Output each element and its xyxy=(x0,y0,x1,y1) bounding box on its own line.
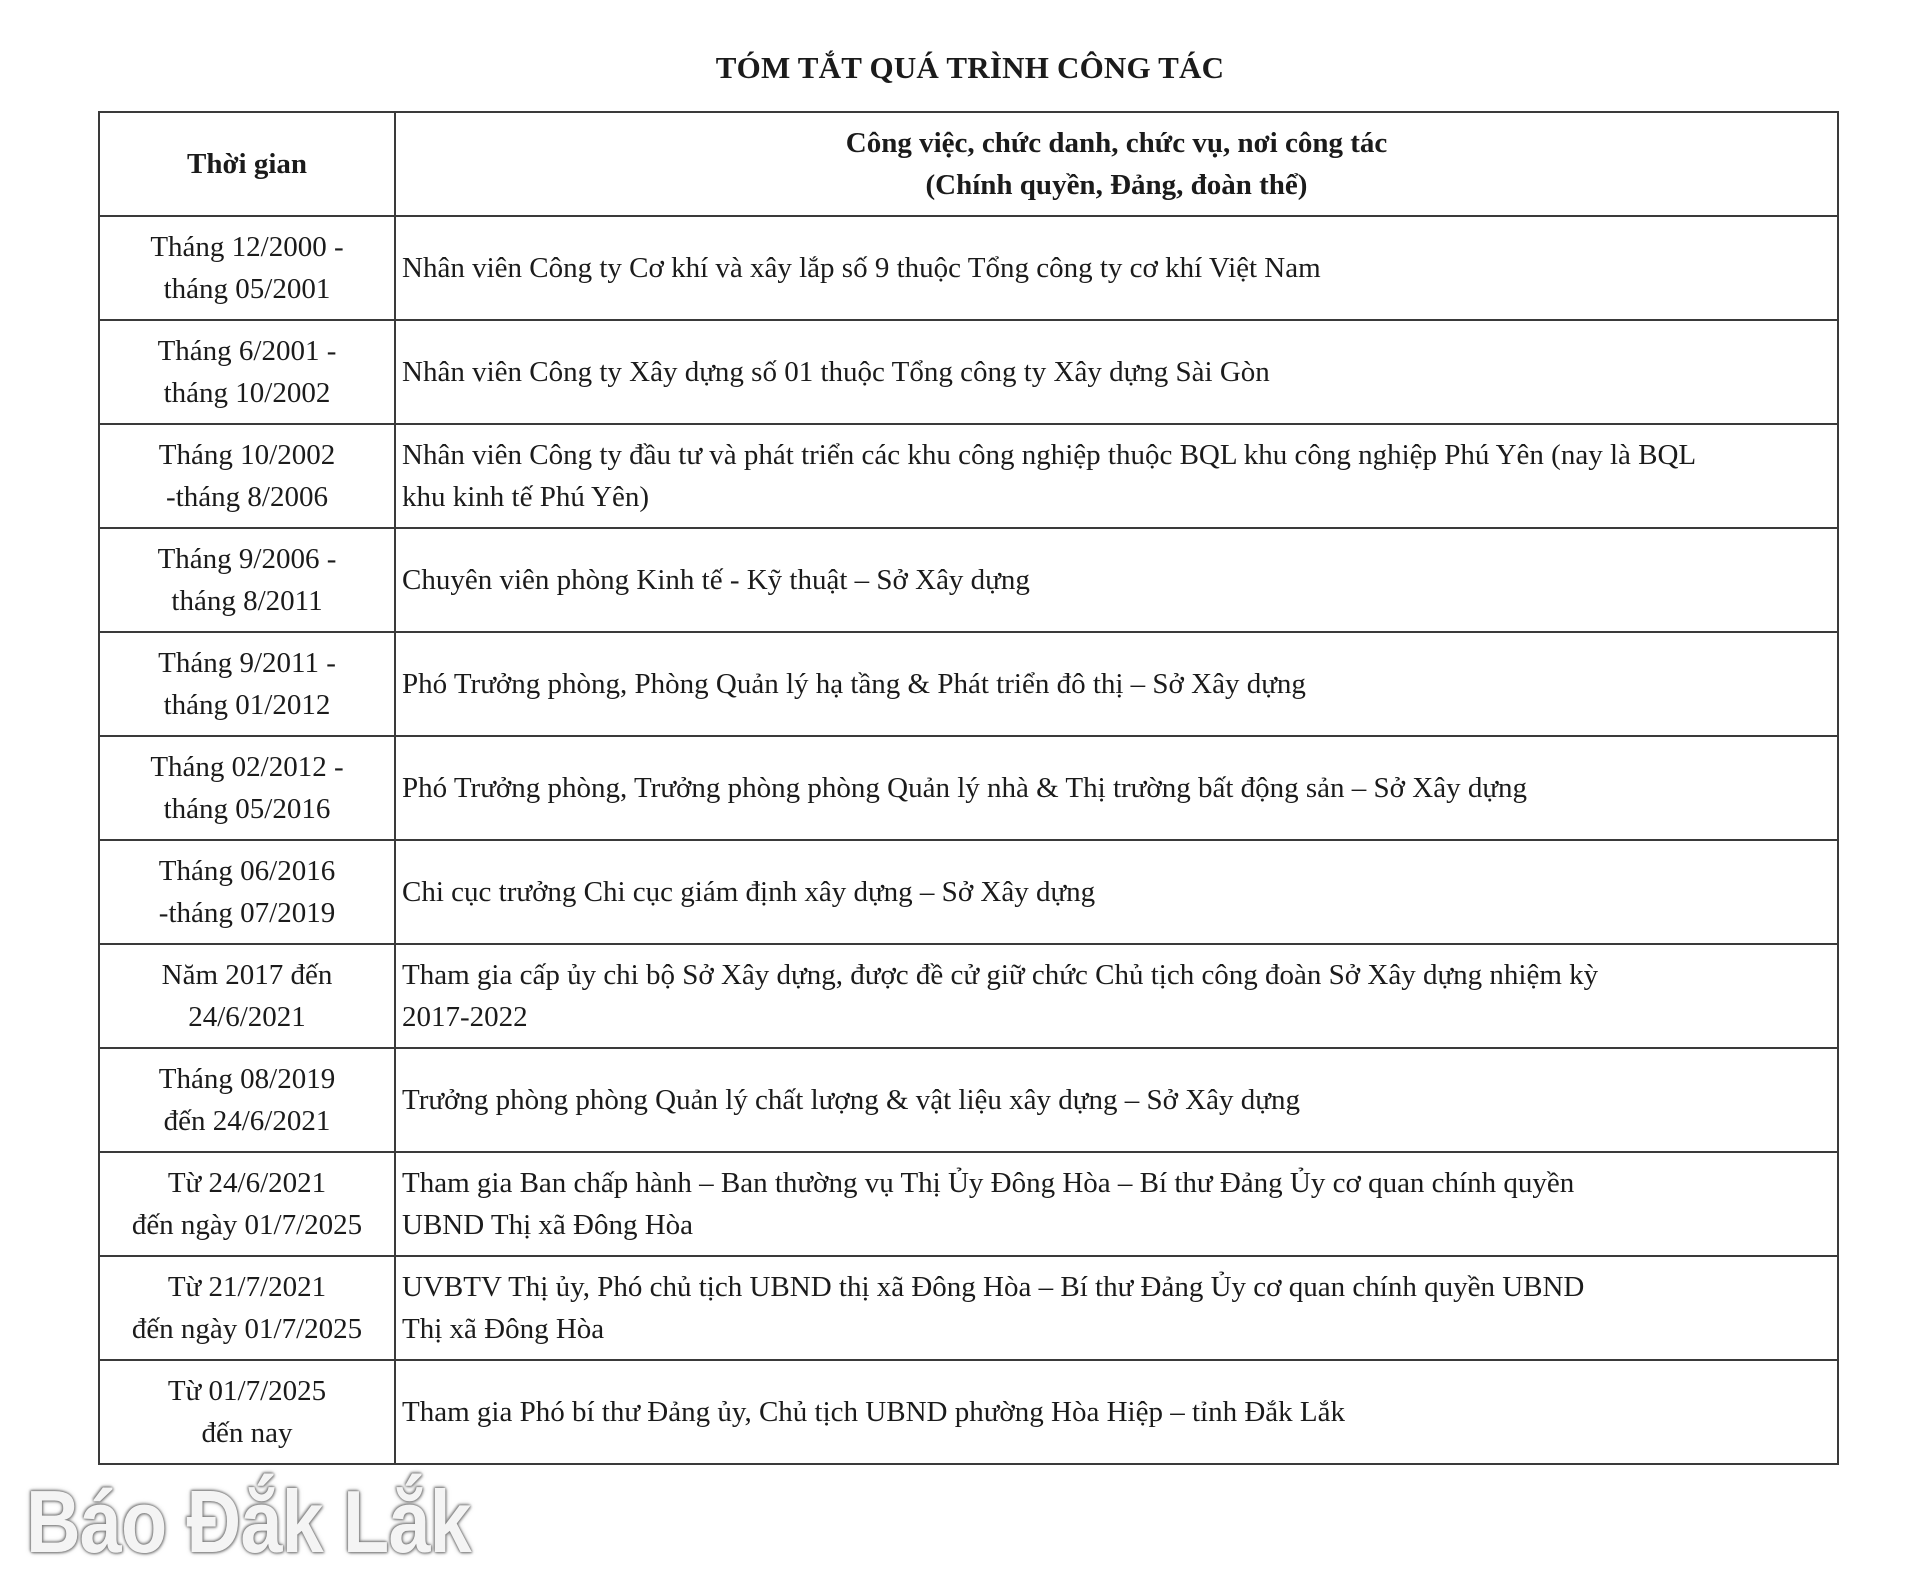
table-row xyxy=(99,736,1838,840)
time-text: Tháng 9/2011 - xyxy=(158,647,336,679)
work-text: UBND Thị xã Đông Hòa xyxy=(402,1209,694,1241)
time-text: -tháng 07/2019 xyxy=(158,897,336,929)
time-text: 24/6/2021 xyxy=(188,1001,306,1033)
work-text: Tham gia cấp ủy chi bộ Sở Xây dựng, được đề cử giữ chức Chủ tịch công đoàn Sở Xây dựng nhiệm kỳ xyxy=(402,959,1599,991)
header-work-sublabel: (Chính quyền, Đảng, đoàn thể) xyxy=(925,169,1308,201)
watermark-logo: Báo Đắk Lắk xyxy=(26,1472,471,1571)
work-cell xyxy=(395,840,1838,944)
time-text: Từ 24/6/2021 xyxy=(167,1167,327,1199)
work-cell xyxy=(395,1360,1838,1464)
table-header-row xyxy=(99,112,1838,216)
time-text: Từ 21/7/2021 xyxy=(167,1271,327,1303)
table-row xyxy=(99,1048,1838,1152)
time-text: tháng 10/2002 xyxy=(163,377,331,409)
career-summary-table xyxy=(98,111,1839,1465)
table-row xyxy=(99,216,1838,320)
work-text: Phó Trưởng phòng, Phòng Quản lý hạ tầng & Phát triển đô thị – Sở Xây dựng xyxy=(402,668,1306,700)
table-row xyxy=(99,1360,1838,1464)
table-row xyxy=(99,632,1838,736)
work-text: Nhân viên Công ty đầu tư và phát triển các khu công nghiệp thuộc BQL khu công nghiệp Phú Yên (nay là BQL xyxy=(402,439,1697,471)
header-time xyxy=(99,112,395,216)
table-row xyxy=(99,944,1838,1048)
time-cell xyxy=(99,1048,395,1152)
work-cell xyxy=(395,1152,1838,1256)
document-title: TÓM TẮT QUÁ TRÌNH CÔNG TÁC xyxy=(715,50,1225,85)
time-text: đến 24/6/2021 xyxy=(163,1105,331,1137)
work-text: Nhân viên Công ty Cơ khí và xây lắp số 9 thuộc Tổng công ty cơ khí Việt Nam xyxy=(402,252,1321,284)
time-text: đến nay xyxy=(201,1417,293,1449)
time-text: Năm 2017 đến xyxy=(161,959,333,991)
time-cell xyxy=(99,216,395,320)
work-text: Chuyên viên phòng Kinh tế - Kỹ thuật – Sở Xây dựng xyxy=(402,564,1030,596)
table-row xyxy=(99,1256,1838,1360)
time-text: đến ngày 01/7/2025 xyxy=(131,1313,363,1345)
work-text: Trưởng phòng phòng Quản lý chất lượng & vật liệu xây dựng – Sở Xây dựng xyxy=(402,1084,1300,1116)
time-text: -tháng 8/2006 xyxy=(166,481,328,513)
table-row xyxy=(99,840,1838,944)
time-text: Tháng 02/2012 - xyxy=(150,751,344,783)
header-work xyxy=(395,112,1838,216)
work-text: Tham gia Ban chấp hành – Ban thường vụ Thị Ủy Đông Hòa – Bí thư Đảng Ủy cơ quan chính quyền xyxy=(402,1167,1575,1199)
time-cell xyxy=(99,632,395,736)
work-text: Tham gia Phó bí thư Đảng ủy, Chủ tịch UBND phường Hòa Hiệp – tỉnh Đắk Lắk xyxy=(402,1396,1345,1428)
work-text: Nhân viên Công ty Xây dựng số 01 thuộc Tổng công ty Xây dựng Sài Gòn xyxy=(402,356,1270,388)
time-cell xyxy=(99,1256,395,1360)
time-cell xyxy=(99,528,395,632)
time-cell xyxy=(99,840,395,944)
table-row xyxy=(99,424,1838,528)
header-work-label: Công việc, chức danh, chức vụ, nơi công tác xyxy=(845,127,1388,159)
work-cell xyxy=(395,216,1838,320)
table-row xyxy=(99,1152,1838,1256)
time-text: Tháng 10/2002 xyxy=(158,439,336,471)
work-text: Thị xã Đông Hòa xyxy=(402,1313,605,1345)
time-text: tháng 05/2016 xyxy=(163,793,331,825)
work-text: Chi cục trưởng Chi cục giám định xây dựng – Sở Xây dựng xyxy=(402,876,1096,908)
time-cell xyxy=(99,1360,395,1464)
work-cell xyxy=(395,320,1838,424)
time-text: tháng 01/2012 xyxy=(163,689,331,721)
work-cell xyxy=(395,424,1838,528)
time-cell xyxy=(99,1152,395,1256)
time-text: Tháng 08/2019 xyxy=(158,1063,336,1095)
work-cell xyxy=(395,736,1838,840)
work-cell xyxy=(395,1048,1838,1152)
table-body xyxy=(99,216,1838,1464)
time-cell xyxy=(99,320,395,424)
time-text: Tháng 06/2016 xyxy=(158,855,336,887)
time-cell xyxy=(99,944,395,1048)
work-cell xyxy=(395,1256,1838,1360)
work-text: khu kinh tế Phú Yên) xyxy=(402,481,650,513)
time-text: Tháng 9/2006 - xyxy=(157,543,337,575)
work-cell xyxy=(395,944,1838,1048)
time-text: Từ 01/7/2025 xyxy=(167,1375,327,1407)
work-cell xyxy=(395,528,1838,632)
work-text: 2017-2022 xyxy=(402,1001,528,1033)
time-text: Tháng 12/2000 - xyxy=(150,231,344,263)
work-text: UVBTV Thị ủy, Phó chủ tịch UBND thị xã Đông Hòa – Bí thư Đảng Ủy cơ quan chính quyền UBND xyxy=(402,1271,1585,1303)
work-cell xyxy=(395,632,1838,736)
time-text: đến ngày 01/7/2025 xyxy=(131,1209,363,1241)
header-time-label: Thời gian xyxy=(186,148,308,180)
time-text: tháng 8/2011 xyxy=(171,585,323,617)
time-text: tháng 05/2001 xyxy=(163,273,331,305)
time-cell xyxy=(99,424,395,528)
work-text: Phó Trưởng phòng, Trưởng phòng phòng Quản lý nhà & Thị trường bất động sản – Sở Xây dựng xyxy=(402,772,1528,804)
table-row xyxy=(99,320,1838,424)
time-cell xyxy=(99,736,395,840)
table-row xyxy=(99,528,1838,632)
time-text: Tháng 6/2001 - xyxy=(157,335,337,367)
